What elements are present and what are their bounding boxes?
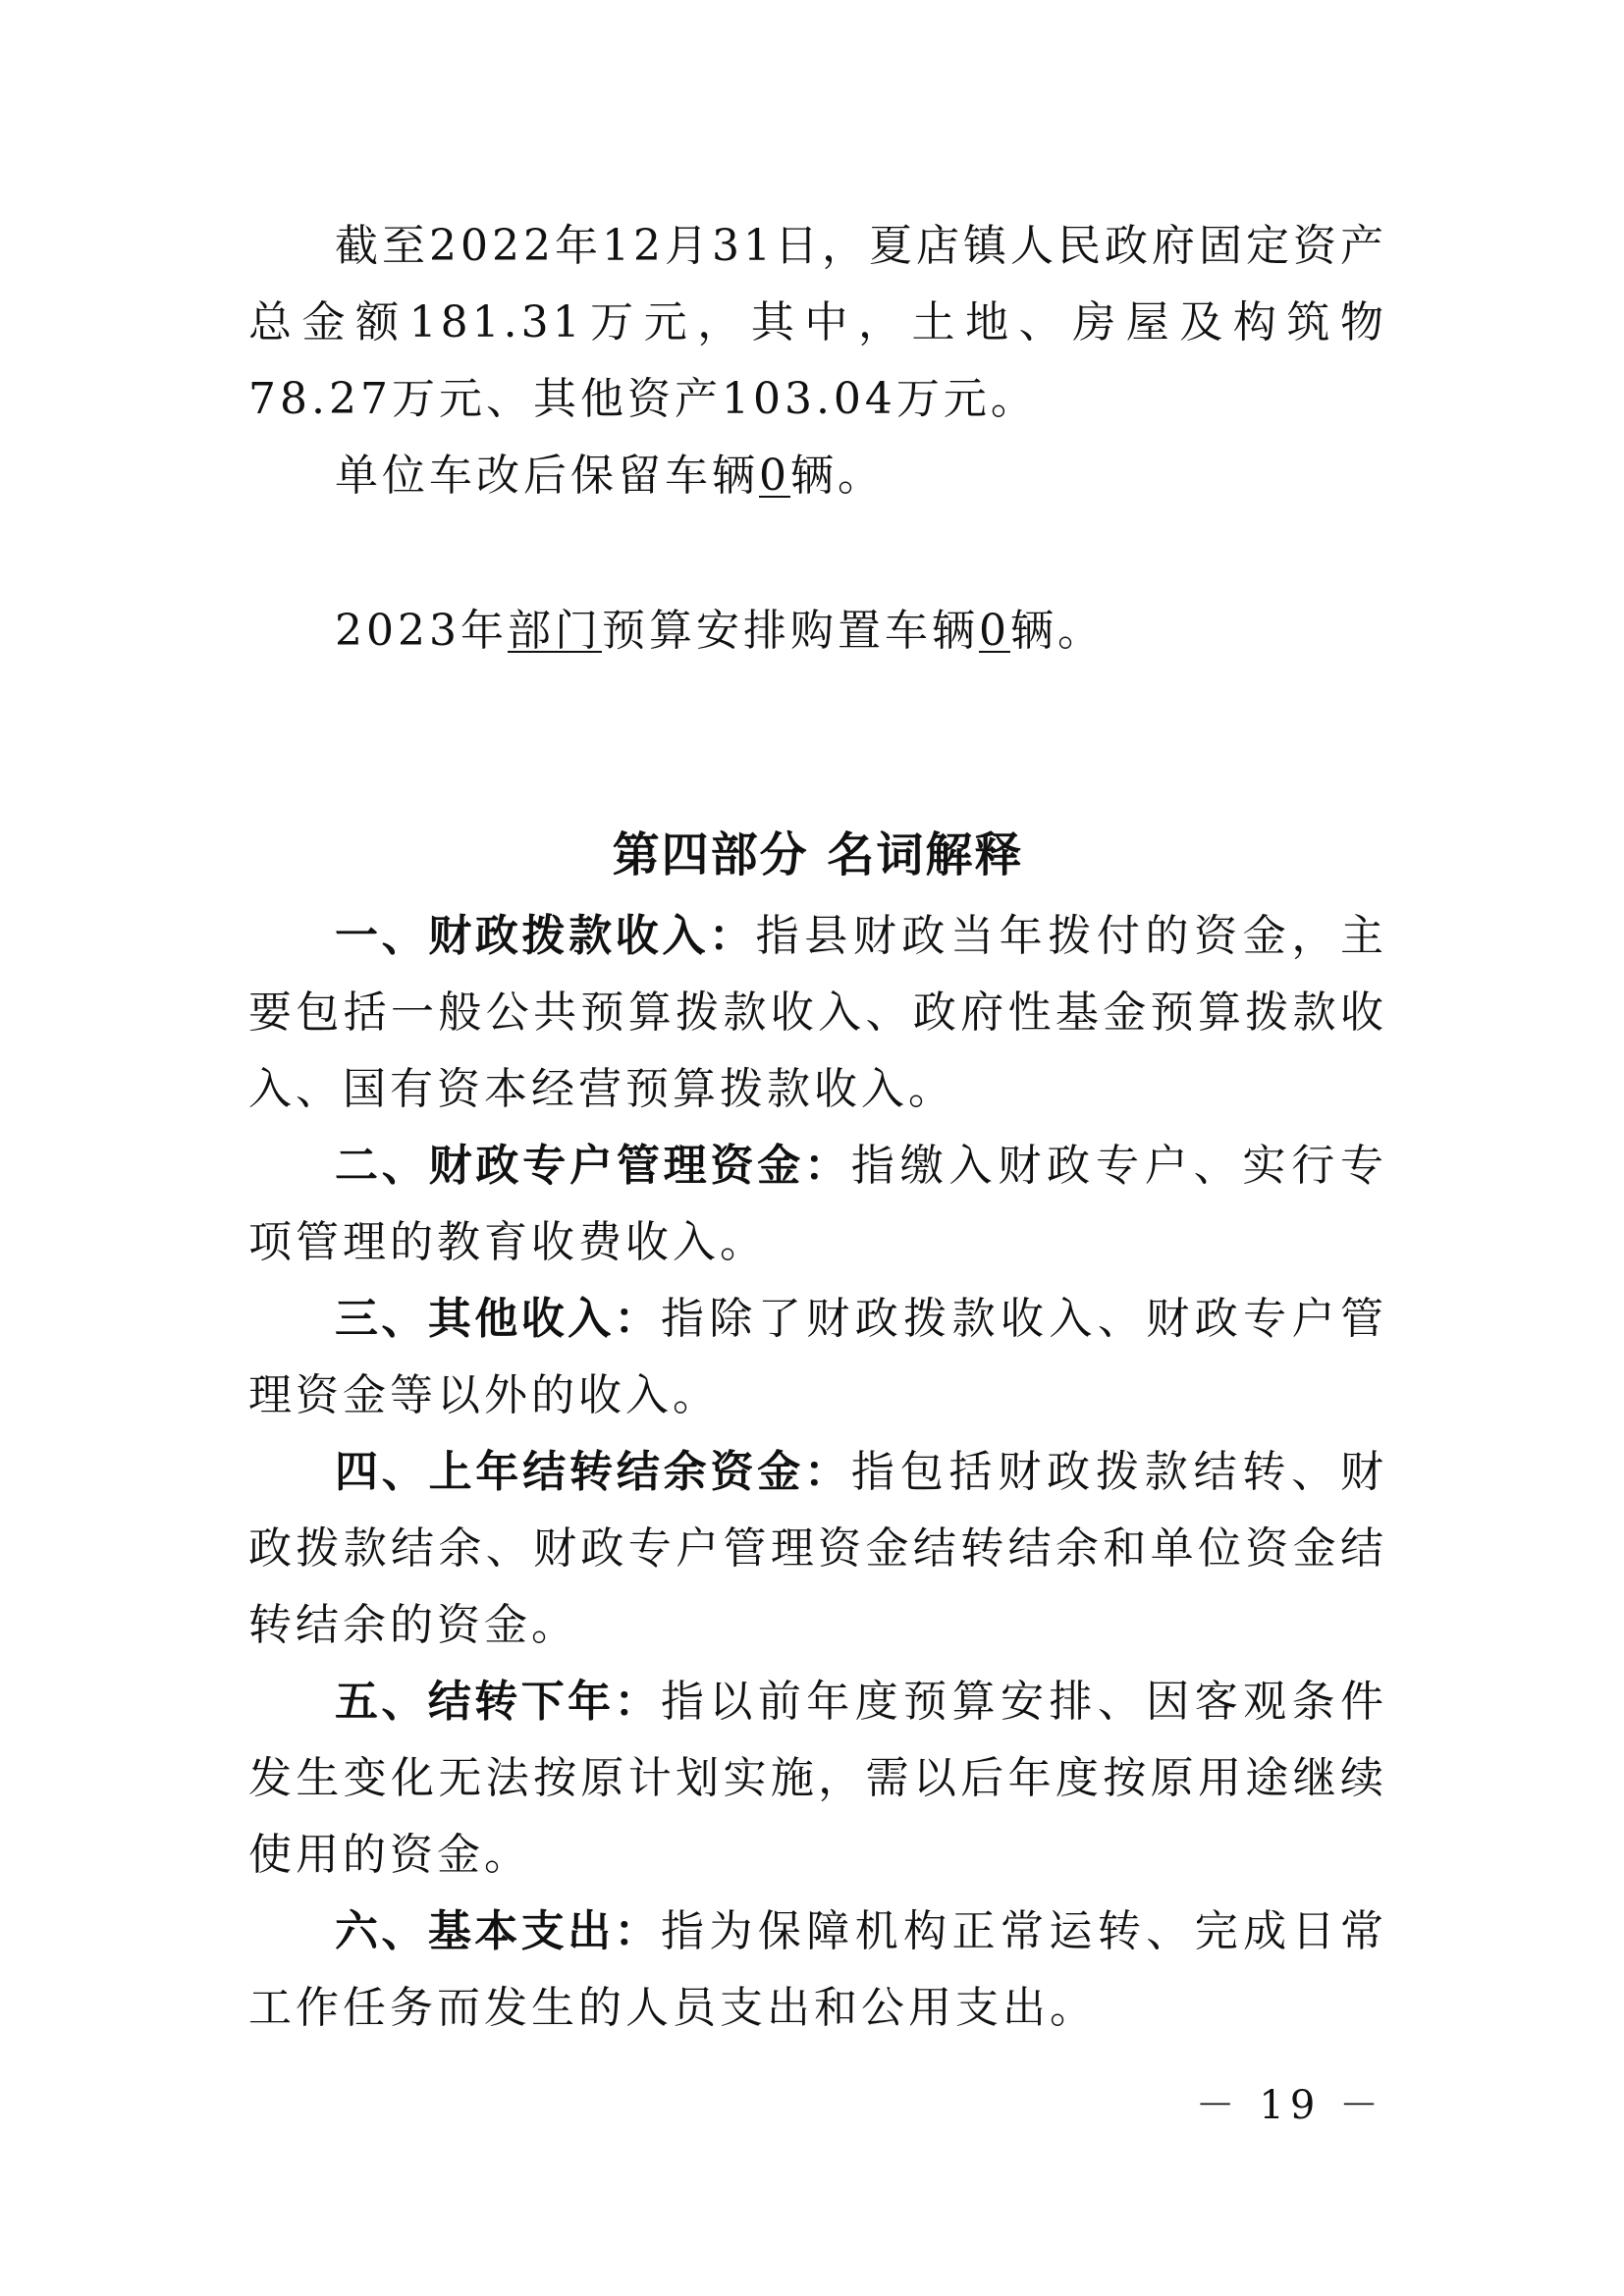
purchase-dept: 部门 xyxy=(507,606,602,656)
term-paragraph-2 xyxy=(248,1128,1387,1281)
term-paragraph-3 xyxy=(248,1281,1387,1434)
purchase-count: 0 xyxy=(978,606,1010,656)
term-definition: 指缴入财政专户、实行专项管理的教育收费收入。 xyxy=(248,1141,1388,1267)
assets-paragraph: 截至2022年12月31日，夏店镇人民政府固定资产总金额181.31万元，其中，土地、房屋及构筑物78.27万元、其他资产103.04万元。 xyxy=(248,221,1387,424)
term-label: 一、财政拨款收入： xyxy=(335,911,756,961)
term-definition: 指除了财政拨款收入、财政专户管理资金等以外的收入。 xyxy=(248,1294,1387,1420)
term-paragraph-4 xyxy=(248,1434,1387,1664)
purchase-paragraph xyxy=(248,593,1387,669)
section-title: 第四部分 名词解释 xyxy=(612,828,1024,882)
vehicles-prefix: 单位车改后保留车辆 xyxy=(335,451,759,501)
term-definition: 指以前年度预算安排、因客观条件发生变化无法按原计划实施，需以后年度按原用途继续使用的资金。 xyxy=(248,1677,1387,1880)
vehicles-count: 0 xyxy=(759,451,790,501)
term-label: 二、财政专户管理资金： xyxy=(335,1141,851,1191)
term-definition: 指县财政当年拨付的资金，主要包括一般公共预算拨款收入、政府性基金预算拨款收入、国有资本经营预算拨款收入。 xyxy=(248,911,1388,1114)
purchase-suffix: 辆。 xyxy=(1009,606,1105,656)
term-label: 六、基本支出： xyxy=(335,1906,661,1956)
purchase-mid: 预算安排购置车辆 xyxy=(601,606,979,656)
term-paragraph-1 xyxy=(248,898,1387,1128)
term-paragraph-5 xyxy=(248,1664,1387,1894)
term-label: 三、其他收入： xyxy=(335,1294,661,1344)
page-number: － 19 － xyxy=(1195,2083,1384,2128)
term-paragraph-6 xyxy=(248,1894,1387,2047)
term-definition: 指包括财政拨款结转、财政拨款结余、财政专户管理资金结转结余和单位资金结转结余的资金。 xyxy=(248,1447,1388,1650)
term-label: 五、结转下年： xyxy=(335,1677,661,1727)
purchase-year: 2023年 xyxy=(335,606,508,656)
term-definition: 指为保障机构正常运转、完成日常工作任务而发生的人员支出和公用支出。 xyxy=(248,1906,1387,2033)
vehicles-paragraph xyxy=(248,438,1387,514)
vehicles-suffix: 辆。 xyxy=(790,451,885,501)
term-label: 四、上年结转结余资金： xyxy=(335,1447,851,1497)
